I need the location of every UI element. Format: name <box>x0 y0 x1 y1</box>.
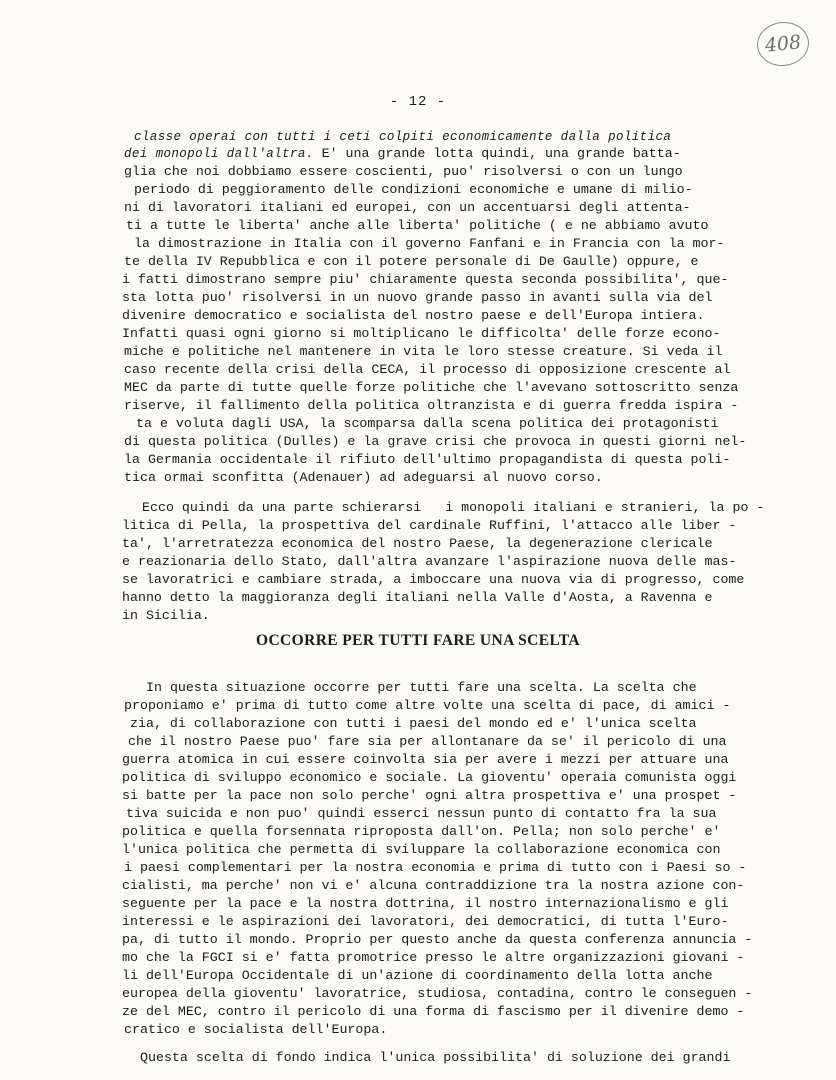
text-line: se lavoratrici e cambiare strada, a imboccare una nuova via di progresso, come <box>122 572 745 587</box>
text-line: MEC da parte di tutte quelle forze politiche che l'avevano sottoscritto senza <box>124 380 739 395</box>
text-line: la Germania occidentale il rifiuto dell'ultimo propagandista di questa poli- <box>124 452 731 467</box>
text-line: che il nostro Paese puo' fare sia per allontanare da se' il pericolo di una <box>128 734 727 749</box>
text-line: cialisti, ma perche' non vi e' alcuna contraddizione tra la nostra azione con- <box>122 878 745 893</box>
text-line: riserve, il fallimento della politica oltranzista e di guerra fredda ispira - <box>124 398 739 413</box>
text-line: di questa politica (Dulles) e la grave crisi che provoca in questi giorni nel- <box>124 434 747 449</box>
text-line: miche e politiche nel mantenere in vita le loro stesse creature. Si veda il <box>124 344 723 359</box>
text-line: e reazionaria dello Stato, dall'altra avanzare l'aspirazione nuova delle mas- <box>122 554 737 569</box>
text-line: cratico e socialista dell'Europa. <box>124 1022 388 1037</box>
text-line: ti a tutte le liberta' anche alle liberta' politiche ( e ne abbiamo avuto <box>126 218 709 233</box>
text-line: ze del MEC, contro il pericolo di una forma di fascismo per il divenire demo - <box>122 1004 745 1019</box>
text-line: Ecco quindi da una parte schierarsi i monopoli italiani e stranieri, la po - <box>142 500 765 515</box>
text-line: periodo di peggioramento delle condizioni economiche e umane di milio- <box>134 182 693 197</box>
text-line: ta', l'arretratezza economica del nostro Paese, la degenerazione clericale <box>122 536 713 551</box>
text-line: Infatti quasi ogni giorno si moltiplicano le difficolta' delle forze econo- <box>122 326 721 341</box>
text-line: glia che noi dobbiamo essere coscienti, puo' risolversi o con un lungo <box>124 164 683 179</box>
text-line: caso recente della crisi della CECA, il processo di opposizione crescente al <box>124 362 731 377</box>
text-line: li dell'Europa Occidentale di un'azione di coordinamento della lotta anche <box>122 968 713 983</box>
text-line: tica ormai sconfitta (Adenauer) ad adeguarsi al nuovo corso. <box>124 470 603 485</box>
text-line: europea della gioventu' lavoratrice, studiosa, contadina, contro le conseguen - <box>122 986 753 1001</box>
text-line: i paesi complementari per la nostra economia e prima di tutto con i Paesi so - <box>124 860 747 875</box>
archive-stamp: 408 <box>755 19 811 68</box>
text-line: te della IV Repubblica e con il potere personale di De Gaulle) oppure, e <box>124 254 699 269</box>
text-line: seguente per la pace e la nostra dottrina, il nostro internazionalismo e gli <box>122 896 729 911</box>
text-line: si batte per la pace non solo perche' ogni altra prospettiva e' una prospet - <box>122 788 737 803</box>
text-line: ta e voluta dagli USA, la scomparsa dalla scena politica dei protagonisti <box>136 416 719 431</box>
text-line: hanno detto la maggioranza degli italiani nella Valle d'Aosta, a Ravenna e <box>122 590 713 605</box>
text-line: litica di Pella, la prospettiva del cardinale Ruffini, l'attacco alle liber - <box>122 518 737 533</box>
text-line: sta lotta puo' risolversi in un nuovo grande passo in avanti sulla via del <box>122 290 713 305</box>
section-heading: OCCORRE PER TUTTI FARE UNA SCELTA <box>256 632 580 649</box>
text-line: l'unica politica che permetta di sviluppare la collaborazione economica con <box>122 842 721 857</box>
text-line: pa, di tutto il mondo. Proprio per questo anche da questa conferenza annuncia - <box>122 932 753 947</box>
text-line: guerra atomica in cui essere coinvolta sia per avere i mezzi per attuare una <box>122 752 729 767</box>
text-line: politica e quella forsennata riproposta dall'on. Pella; non solo perche' e' <box>122 824 721 839</box>
text-line: zia, di collaborazione con tutti i paesi del mondo ed e' l'unica scelta <box>130 716 697 731</box>
text-line: la dimostrazione in Italia con il governo Fanfani e in Francia con la mor- <box>134 236 725 251</box>
text-line: divenire democratico e socialista del nostro paese e dell'Europa intiera. <box>122 308 705 323</box>
text-line: Questa scelta di fondo indica l'unica possibilita' di soluzione dei grandi <box>140 1050 731 1065</box>
text-line: interessi e le aspirazioni dei lavoratori, dei democratici, di tutta l'Euro- <box>122 914 729 929</box>
text-line: politica di sviluppo economico e sociale. La gioventu' operaia comunista oggi <box>122 770 737 785</box>
text-line: mo che la FGCI si e' fatta promotrice presso le altre organizzazioni giovani - <box>122 950 745 965</box>
text-line: in Sicilia. <box>122 608 210 623</box>
text-line: tiva suicida e non puo' quindi esserci nessun punto di contatto fra la sua <box>126 806 717 821</box>
text-line: i fatti dimostrano sempre piu' chiaramente questa seconda possibilita', que- <box>122 272 729 287</box>
text-line: classe operai con tutti i ceti colpiti economicamente dalla politica <box>134 130 672 144</box>
page-number: - 12 - <box>389 94 447 110</box>
text-line: ni di lavoratori italiani ed europei, con un accentuarsi degli attenta- <box>124 200 691 215</box>
text-line: In questa situazione occorre per tutti fare una scelta. La scelta che <box>146 680 697 695</box>
text-line: dei monopoli dall'altra. E' una grande lotta quindi, una grande batta- <box>124 146 681 161</box>
text-line: proponiamo e' prima di tutto come altre volte una scelta di pace, di amici - <box>124 698 731 713</box>
